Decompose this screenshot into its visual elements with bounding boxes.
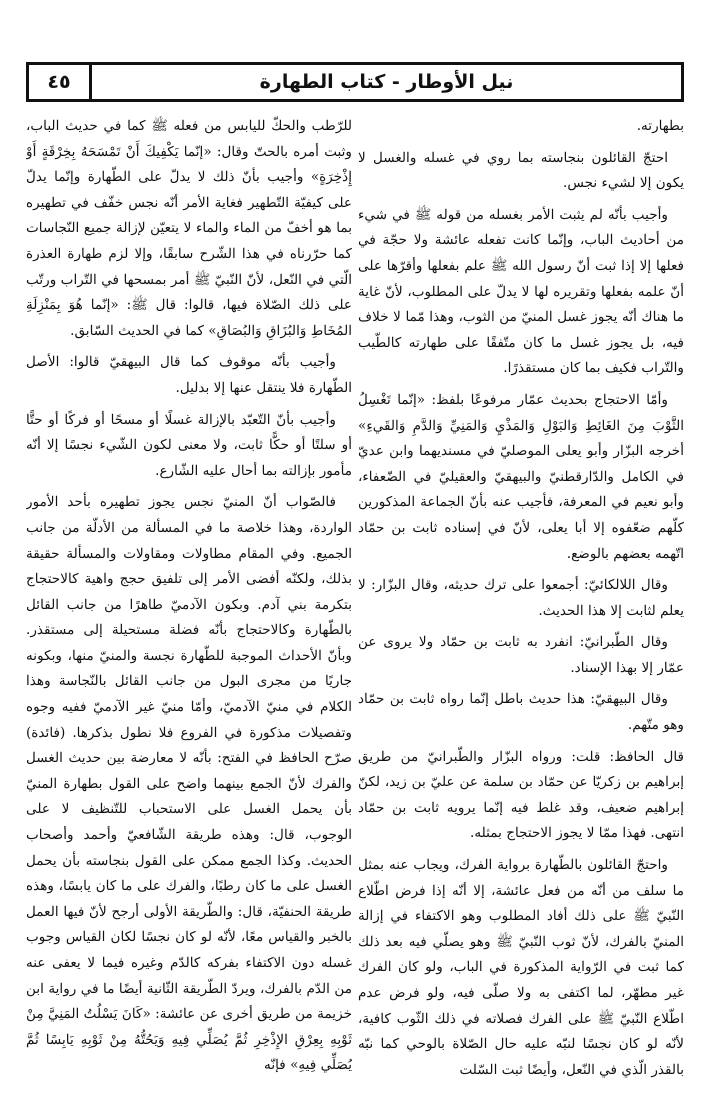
paragraph: احتجّ القائلون بنجاسته بما روي في غسله والغسل لا يكون إلا لشيء نجس.	[358, 149, 684, 192]
paragraph: وقال البيهقيّ: هذا حديث باطل إنّما رواه ثابت بن حمّاد وهو متّهم.	[358, 691, 684, 734]
paragraph: وأجيب بأنّه موقوف كما قال البيهقيّ قالوا: الأصل الطّهارة فلا ينتقل عنها إلا بدليل.	[26, 354, 352, 396]
paragraph: وأمّا الاحتجاج بحديث عمّار مرفوعًا بلفظ: «إنّما تَغْسِلُ الثَّوْبَ مِنَ الغَائِطِ وَالبَوْلِ وَالمَذْيِ وَالمَنِيِّ وَالدَّمِ وَالقَيءِ» أخرجه البزّار وأبو يعلى الموصليّ في مسنديهما وابن عديّ في الكامل والدّارقطنيّ والبيهقيّ والعقيليّ في الضّعفاء، وأبو نعيم في المعرفة، فأجيب عنه بأنّ الجماعة المذكورين كلّهم ضعّفوه إلا أبا يعلى، لأنّ في إسناده ثابت بن حمّاد اتّهمه بعضهم بالوضع.	[358, 391, 684, 562]
paragraph: وقال الطّبرانيّ: انفرد به ثابت بن حمّاد ولا يروى عن عمّار إلا بهذا الإسناد.	[358, 634, 684, 676]
paragraph: وقال اللالكائيّ: أجمعوا على ترك حديثه، وقال البزّار: لا يعلم لثابت إلا هذا الحديث.	[358, 577, 684, 619]
right-column	[358, 114, 684, 1104]
page-header	[26, 62, 684, 102]
paragraph: قال الحافظ: قلت: ورواه البزّار والطّبرانيّ من طريق إبراهيم بن زكريّا عن حمّاد بن سلمة عن عليّ بن زيد، لكنّ إبراهيم ضعيف، وقد غلط فيه إنّما يرويه ثابت بن حمّاد انتهى. فهذا ممّا لا يجوز الاحتجاج بمثله.	[358, 748, 684, 842]
page-number: ٤٥	[29, 65, 92, 99]
paragraph: وأجيب بأنّه لم يثبت الأمر بغسله من قوله ﷺ في شيء من أحاديث الباب، وإنّما كانت تفعله عائشة ولا حجّة في فعلها إلا إذا ثبت أنّ رسول الله ﷺ علم بفعلها وأقرّها على أنّ علمه بفعلها وتقريره لها لا يدلّ على المطلوب، لأنّ غاية ما هناك أنّه يجوز غسل المنيّ من الثوب، وهذا مّما لا خلاف فيه، بل يجوز غسل ما كان متّفقًا على طهارته كالطّيب والتّراب فكيف بما كان مستقذرًا.	[358, 206, 684, 377]
paragraph: فالصّواب أنّ المنيّ نجس يجوز تطهيره بأحد الأمور الواردة، وهذا خلاصة ما في المسألة من الأدلّة من جانب الجميع. وفي المقام مطاولات ومقاولات والمسألة حقيقة بذلك، ولكنّه أفضى الأمر إلى تلفيق حجج واهية كالاحتجاج بتكرمة بني آدم. وبكون الآدميّ طاهرًا من جانب القائل بالطّهارة وكالاحتجاج بأنّه فضلة مستحيلة إلى مستقذر. وبأنّ الأحداث الموجبة للطّهارة نجسة والمنيّ منها، وبكونه جاريًا من مجرى البول من جانب القائل بالنّجاسة وهذا الكلام في منيّ الآدميّ، وأمّا منيّ غير الآدميّ ففيه وجوه وتفصيلات مذكورة في الفروع فلا نطول بذكرها. (فائدة) صرّح الحافظ في الفتح: بأنّه لا معارضة بين حديث الغسل والفرك لأنّ الجمع بينهما واضح على القول بطهارة المنيّ بأن يحمل الغسل على الاستحباب للتّنظيف لا على الوجوب، قال: وهذه طريقة الشّافعيّ وأحمد وأصحاب الحديث. وكذا الجمع ممكن على القول بنجاسته بأن يحمل الغسل على ما كان رطبًا، والفرك على ما كان يابسًا، وهذه طريقة الحنفيّة، قال: والطّريقة الأولى أرجح لأنّ فيها العمل بالخبر والقياس معًا، لأنّه لو كان نجسًا لكان القياس وجوب غسله دون الاكتفاء بفركه كالدّم وغيره فيما لا يعفى عنه من الدّم بالفرك، ويردّ الطّريقة الثّانية أيضًا ما في رواية ابن خزيمة من طريق أخرى عن عائشة: «كَانَ يَسْلُتُ المَنِيَّ مِنْ ثَوْبِهِ بِعِرْقِ الإِذْخِرِ ثُمَّ يُصَلِّي فِيهِ وَيَحُتُّهُ مِنْ ثَوْبِهِ يَابِسًا ثُمَّ يُصَلِّي فِيهِ» فإنّه	[26, 494, 352, 1074]
left-column	[26, 114, 352, 1104]
paragraph: للرّطب والحكّ لليابس من فعله ﷺ كما في حديث الباب، وثبت أمره بالحتّ وقال: «إنّما يَكْفِيكَ أَنْ تَمْسَحَهُ بِخِرْقَةٍ أَوْ إِذْخِرَةٍ» وأجيب بأنّ ذلك لا يدلّ على الطّهارة وإنّما يدلّ على كيفيّة التّطهير فغاية الأمر أنّه نجس خفّف في تطهيره بما هو أخفّ من الماء والماء لا يتعيّن لإزالة جميع النّجاسات كما حرّرناه في هذا الشّرح سابقًا، وإلا لزم طهارة العذرة الّتي في النّعل، لأنّ النّبيّ ﷺ أمر بمسحها في التّراب ورتّب على ذلك الصّلاة فيها، قالوا: قال ﷺ: «إنّما هُوَ بِمَنْزِلَةِ المُخَاطِ وَالبُزَاقِ وَالبُصَاقِ» كما في الحديث السّابق.	[26, 118, 352, 339]
paragraph: بطهارته.	[636, 118, 684, 134]
paragraph: وأجيب بأنّ التّعبّد بالإزالة غسلًا أو مسحًا أو فركًا أو حتًّا أو سلتًا أو حكًّا ثابت، ولا معنى لكون الشّيء نجسًا إلا أنّه مأمور بإزالته بما أحال عليه الشّارع.	[26, 411, 352, 479]
paragraph: واحتجّ القائلون بالطّهارة برواية الفرك، ويجاب عنه بمثل ما سلف من أنّه من فعل عائشة، إلا أنّه إذا فرض اطّلاع النّبيّ ﷺ على ذلك أفاد المطلوب وهو الاكتفاء في إزالة المنيّ بالفرك، لأنّ ثوب النّبيّ ﷺ وهو يصلّي فيه بعد ذلك كما ثبت في الرّواية المذكورة في الباب، ولو كان الفرك غير مطهّر، لما اكتفى به ولا صلّى فيه، ولو فرض عدم اطّلاع النّبيّ ﷺ على الفرك فصلاته في ذلك الثّوب كافية، لأنّه لو كان نجسًا لنبّه عليه حال الصّلاة بالوحي كما نبّه بالقذر الّذي في النّعل، وأيضًا ثبت السّلت	[358, 857, 684, 1078]
running-title: نيل الأوطار - كتاب الطهارة	[259, 71, 514, 93]
